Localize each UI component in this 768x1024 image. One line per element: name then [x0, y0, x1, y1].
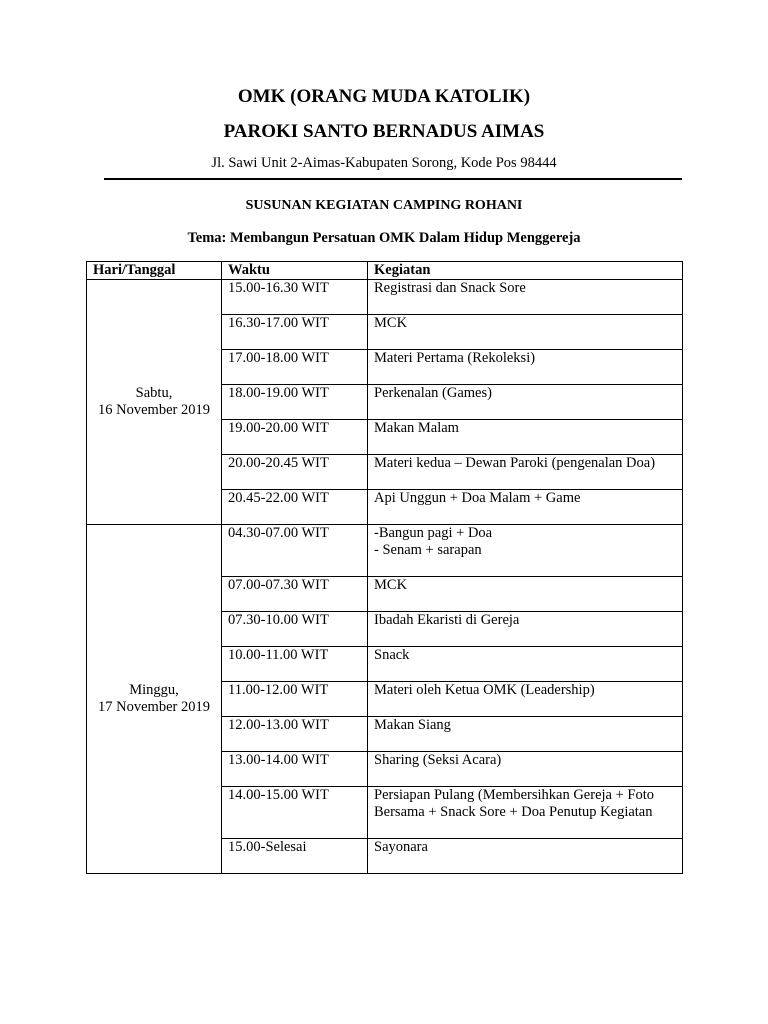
activity-text: Snack: [374, 647, 410, 663]
activity-cell: [368, 647, 683, 682]
activity-text: MCK: [374, 577, 408, 593]
activity-text: -Bangun pagi + Doa: [374, 525, 493, 541]
document-subtitle: SUSUNAN KEGIATAN CAMPING ROHANI: [245, 198, 523, 213]
document-theme: Tema: Membangun Persatuan OMK Dalam Hidup Menggereja: [187, 230, 581, 246]
activity-cell: [368, 682, 683, 717]
day-date-cell: [87, 280, 222, 525]
time-cell: 20.45-22.00 WIT: [222, 490, 368, 525]
header-day-date: Hari/Tanggal: [87, 262, 222, 280]
table-row: [87, 525, 683, 577]
activity-text: MCK: [374, 315, 408, 331]
time-cell: 11.00-12.00 WIT: [222, 682, 368, 717]
activity-text-line2: Bersama + Snack Sore + Doa Penutup Kegiatan: [374, 804, 653, 820]
activity-cell: [368, 315, 683, 350]
activity-text: Makan Malam: [374, 420, 459, 436]
time-cell: 18.00-19.00 WIT: [222, 385, 368, 420]
activity-cell: [368, 280, 683, 315]
time-cell: 16.30-17.00 WIT: [222, 315, 368, 350]
day-date-cell: [87, 525, 222, 874]
activity-text: Registrasi dan Snack Sore: [374, 280, 526, 296]
activity-cell: [368, 385, 683, 420]
activity-cell: [368, 612, 683, 647]
header-time: Waktu: [222, 262, 368, 280]
activity-cell: [368, 839, 683, 874]
time-cell: 07.00-07.30 WIT: [222, 577, 368, 612]
organization-title: OMK (ORANG MUDA KATOLIK): [237, 86, 531, 107]
activity-text: Perkenalan (Games): [374, 385, 492, 401]
parish-title: PAROKI SANTO BERNADUS AIMAS: [223, 121, 545, 142]
activity-text-line2: - Senam + sarapan: [374, 542, 482, 558]
schedule-table: [86, 261, 683, 874]
activity-cell: [368, 490, 683, 525]
activity-text: Persiapan Pulang (Membersihkan Gereja + Foto: [374, 787, 654, 803]
time-cell: 14.00-15.00 WIT: [222, 787, 368, 839]
day-name: Minggu,: [129, 682, 179, 698]
day-date: 16 November 2019: [98, 402, 210, 418]
time-cell: 15.00-16.30 WIT: [222, 280, 368, 315]
activity-cell: [368, 577, 683, 612]
activity-text: Materi oleh Ketua OMK (Leadership): [374, 682, 595, 698]
time-cell: 20.00-20.45 WIT: [222, 455, 368, 490]
activity-cell: [368, 420, 683, 455]
activity-text: Materi Pertama (Rekoleksi): [374, 350, 536, 366]
day-date: 17 November 2019: [98, 699, 210, 715]
table-header-row: [87, 262, 683, 280]
header-divider: [104, 178, 682, 180]
activity-cell: [368, 350, 683, 385]
time-cell: 15.00-Selesai: [222, 839, 368, 874]
day-name: Sabtu,: [135, 385, 173, 401]
header-activity: Kegiatan: [368, 262, 683, 280]
activity-text: Sayonara: [374, 839, 428, 855]
time-cell: 10.00-11.00 WIT: [222, 647, 368, 682]
activity-cell: [368, 787, 683, 839]
schedule-body: [87, 280, 683, 874]
activity-cell: [368, 717, 683, 752]
activity-cell: [368, 752, 683, 787]
activity-cell: [368, 455, 683, 490]
time-cell: 07.30-10.00 WIT: [222, 612, 368, 647]
time-cell: 12.00-13.00 WIT: [222, 717, 368, 752]
address-line: Jl. Sawi Unit 2-Aimas-Kabupaten Sorong, Kode Pos 98444: [211, 155, 557, 171]
time-cell: 19.00-20.00 WIT: [222, 420, 368, 455]
table-row: [87, 280, 683, 315]
activity-text: Makan Siang: [374, 717, 451, 733]
activity-cell: [368, 525, 683, 577]
activity-text: Sharing (Seksi Acara): [374, 752, 502, 768]
time-cell: 04.30-07.00 WIT: [222, 525, 368, 577]
activity-text: Materi kedua – Dewan Paroki (pengenalan Doa): [374, 455, 656, 471]
time-cell: 17.00-18.00 WIT: [222, 350, 368, 385]
activity-text: Api Unggun + Doa Malam + Game: [374, 490, 581, 506]
activity-text: Ibadah Ekaristi di Gereja: [374, 612, 520, 628]
time-cell: 13.00-14.00 WIT: [222, 752, 368, 787]
